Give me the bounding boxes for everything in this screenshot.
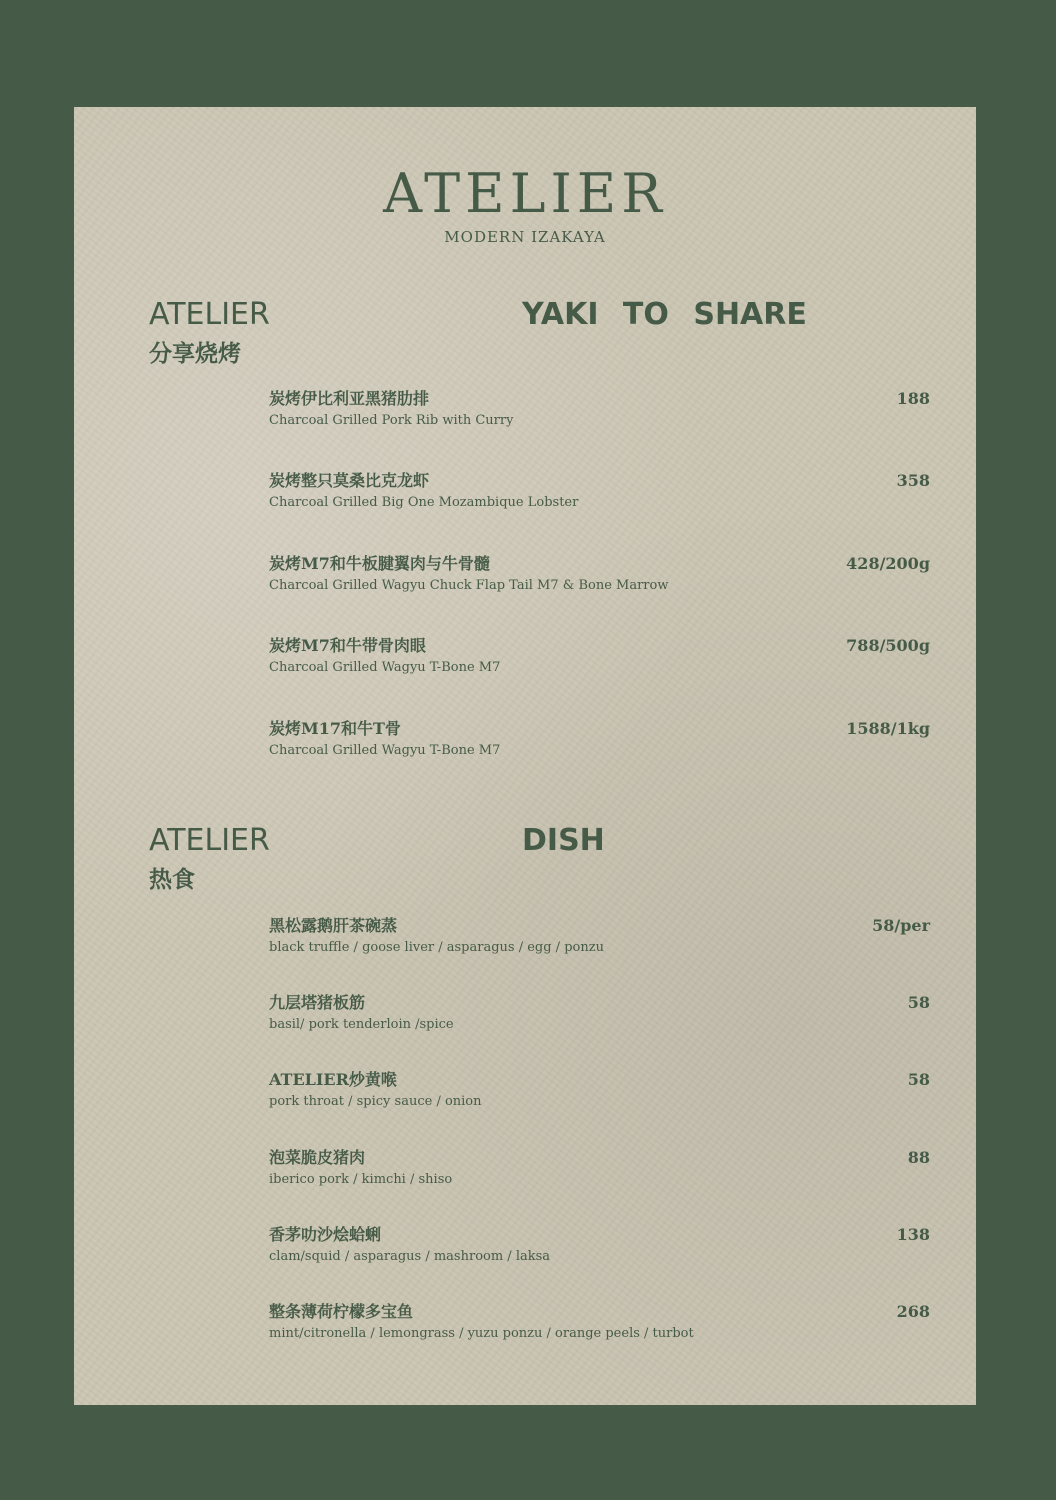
item-en-desc: Charcoal Grilled Pork Rib with Curry (269, 413, 514, 428)
item-price: 138 (896, 1225, 930, 1244)
menu-item (269, 992, 930, 1035)
item-cn-name: 整条薄荷柠檬多宝鱼 (269, 1302, 414, 1321)
item-price: 358 (896, 471, 930, 490)
menu-item (269, 388, 930, 431)
section-label: ATELIER (149, 297, 270, 332)
item-price: 58/per (872, 916, 930, 935)
item-price: 58 (907, 993, 930, 1012)
item-price: 58 (907, 1070, 930, 1089)
item-price: 1588/1kg (846, 719, 930, 738)
item-en-desc: clam/squid / asparagus / mashroom / laksa (269, 1249, 551, 1264)
item-en-desc: Charcoal Grilled Wagyu Chuck Flap Tail M7 & Bone Marrow (269, 578, 669, 593)
menu-item (269, 470, 930, 513)
item-cn-name: 黑松露鹅肝茶碗蒸 (269, 916, 398, 935)
brand-name: ATELIER (383, 162, 667, 225)
item-price: 88 (907, 1148, 930, 1167)
item-en-desc: pork throat / spicy sauce / onion (269, 1094, 482, 1109)
item-en-desc: black truffle / goose liver / asparagus / egg / ponzu (269, 940, 604, 955)
menu-item (269, 718, 930, 761)
item-en-desc: mint/citronella / lemongrass / yuzu ponzu / orange peels / turbot (269, 1326, 694, 1341)
item-cn-name: 炭烤M7和牛板腱翼肉与牛骨髓 (269, 554, 490, 573)
menu-item (269, 1301, 930, 1344)
item-en-desc: basil/ pork tenderloin /spice (269, 1017, 454, 1032)
section-cn-title: 分享烧烤 (149, 341, 241, 367)
menu-item (269, 1069, 930, 1112)
item-en-desc: Charcoal Grilled Wagyu T-Bone M7 (269, 743, 501, 758)
item-en-desc: iberico pork / kimchi / shiso (269, 1172, 453, 1187)
menu-item (269, 915, 930, 958)
menu-item (269, 1224, 930, 1267)
menu-item (269, 553, 930, 596)
brand-header (74, 163, 976, 247)
section-title: YAKI TO SHARE (522, 297, 807, 332)
item-en-desc: Charcoal Grilled Wagyu T-Bone M7 (269, 660, 501, 675)
brand-subtitle: MODERN IZAKAYA (444, 228, 606, 246)
item-cn-name: 炭烤M7和牛带骨肉眼 (269, 636, 426, 655)
item-price: 268 (896, 1302, 930, 1321)
item-cn-name: 炭烤M17和牛T骨 (269, 719, 401, 738)
item-price: 188 (896, 389, 930, 408)
item-cn-name: 炭烤整只莫桑比克龙虾 (269, 471, 430, 490)
menu-item (269, 1147, 930, 1190)
item-cn-name: 炭烤伊比利亚黑猪肋排 (269, 389, 430, 408)
item-cn-name: ATELIER炒黄喉 (269, 1070, 397, 1089)
item-cn-name: 泡菜脆皮猪肉 (269, 1148, 366, 1167)
item-price: 428/200g (846, 554, 930, 573)
section-label: ATELIER (149, 823, 270, 858)
menu-page (74, 107, 976, 1405)
menu-item (269, 635, 930, 678)
item-cn-name: 香茅叻沙烩蛤蜊 (269, 1225, 382, 1244)
section-cn-title: 热食 (149, 867, 195, 893)
section-title: DISH (522, 823, 605, 858)
item-price: 788/500g (846, 636, 930, 655)
item-cn-name: 九层塔猪板筋 (269, 993, 366, 1012)
item-en-desc: Charcoal Grilled Big One Mozambique Lobster (269, 495, 579, 510)
